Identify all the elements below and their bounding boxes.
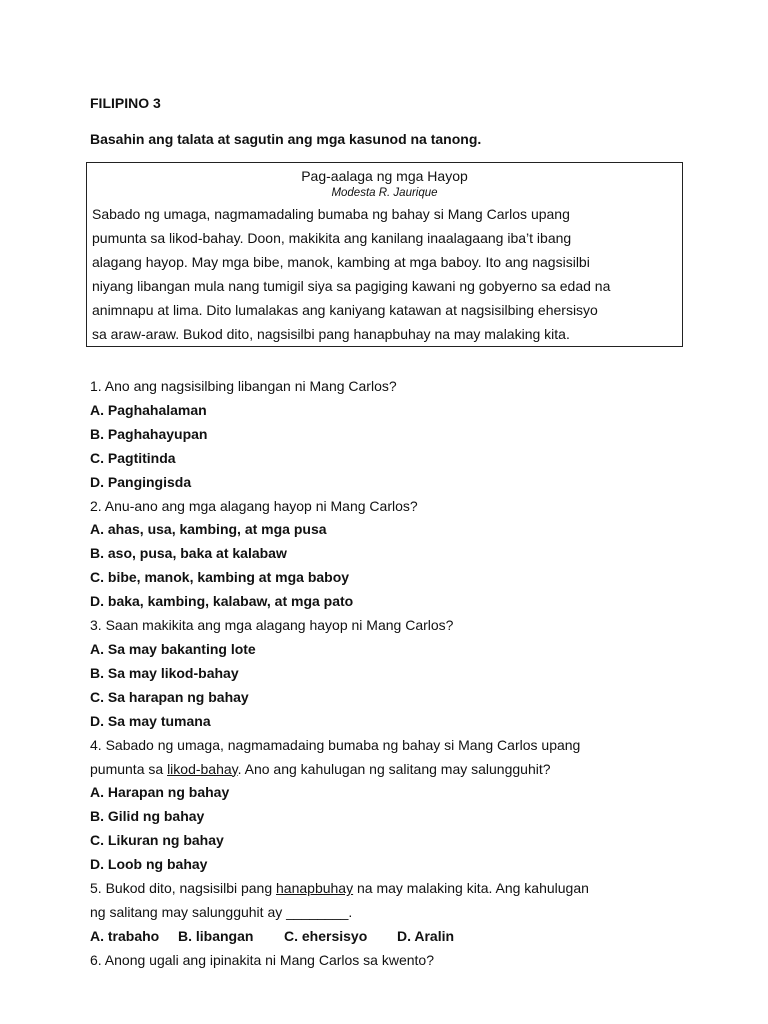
passage-line: animnapu at lima. Dito lumalakas ang kaniyang katawan at nagsisilbing ehersisyo <box>92 302 598 318</box>
choice: D. Pangingisda <box>90 473 192 490</box>
choice: B. libangan <box>178 927 254 944</box>
choice: C. bibe, manok, kambing at mga baboy <box>90 569 350 586</box>
choice: D. Aralin <box>397 927 455 944</box>
choice: A. Harapan ng bahay <box>90 784 230 801</box>
choice: B. Gilid ng bahay <box>90 808 205 825</box>
question-4-line-1: 4. Sabado ng umaga, nagmamadaing bumaba ng bahay si Mang Carlos upang <box>90 736 581 753</box>
question-4-line-2 <box>90 758 690 782</box>
subject-heading: FILIPINO 3 <box>90 95 161 111</box>
passage-box <box>86 162 683 347</box>
underlined-word: hanapbuhay <box>276 880 354 897</box>
question-3: 3. Saan makikita ang mga alagang hayop ni Mang Carlos? <box>90 617 454 634</box>
passage-line: sa araw-araw. Bukod dito, nagsisilbi pang hanapbuhay na may malaking kita. <box>92 326 570 342</box>
question-text: 5. Bukod dito, nagsisilbi pang <box>90 880 277 897</box>
choice: B. aso, pusa, baka at kalabaw <box>90 545 287 562</box>
choice: A. Sa may bakanting lote <box>90 640 256 657</box>
underlined-word: likod-bahay <box>167 760 238 777</box>
passage-body <box>92 202 677 346</box>
question-text: na may malaking kita. Ang kahulugan <box>353 880 589 897</box>
choice: A. Paghahalaman <box>90 401 207 418</box>
passage-line: alagang hayop. May mga bibe, manok, kambing at mga baboy. Ito ang nagsisilbi <box>92 254 590 270</box>
choice: A. ahas, usa, kambing, at mga pusa <box>90 521 327 538</box>
question-text: pumunta sa <box>90 760 168 777</box>
question-5-line-2: ng salitang may salungguhit ay ________. <box>90 903 353 920</box>
passage-title: Pag-aalaga ng mga Hayop <box>301 168 468 184</box>
choice: C. Likuran ng bahay <box>90 832 224 849</box>
choice: D. Loob ng bahay <box>90 856 208 873</box>
choice: D. baka, kambing, kalabaw, at mga pato <box>90 593 354 610</box>
choice: C. Pagtitinda <box>90 449 176 466</box>
question-6: 6. Anong ugali ang ipinakita ni Mang Carlos sa kwento? <box>90 951 434 968</box>
question-list <box>90 375 690 973</box>
question-1: 1. Ano ang nagsisilbing libangan ni Mang Carlos? <box>90 378 397 394</box>
question-2: 2. Anu-ano ang mga alagang hayop ni Mang Carlos? <box>90 497 418 514</box>
inline-choices <box>90 925 690 949</box>
passage-author: Modesta R. Jaurique <box>331 187 438 199</box>
choice: A. trabaho <box>90 927 160 944</box>
choice: D. Sa may tumana <box>90 712 211 729</box>
question-5-line-1 <box>90 877 690 901</box>
passage-line: pumunta sa likod-bahay. Doon, makikita ang kanilang inaalagaang iba’t ibang <box>92 230 572 246</box>
question-text: . Ano ang kahulugan ng salitang may salungguhit? <box>237 760 551 777</box>
choice: C. ehersisyo <box>284 927 368 944</box>
choice: B. Paghahayupan <box>90 425 208 442</box>
instruction-text: Basahin ang talata at sagutin ang mga kasunod na tanong. <box>90 131 482 147</box>
choice: B. Sa may likod-bahay <box>90 664 239 681</box>
choice: C. Sa harapan ng bahay <box>90 688 249 705</box>
passage-line: Sabado ng umaga, nagmamadaling bumaba ng bahay si Mang Carlos upang <box>92 206 570 222</box>
passage-line: niyang libangan mula nang tumigil siya sa pagiging kawani ng gobyerno sa edad na <box>92 278 611 294</box>
